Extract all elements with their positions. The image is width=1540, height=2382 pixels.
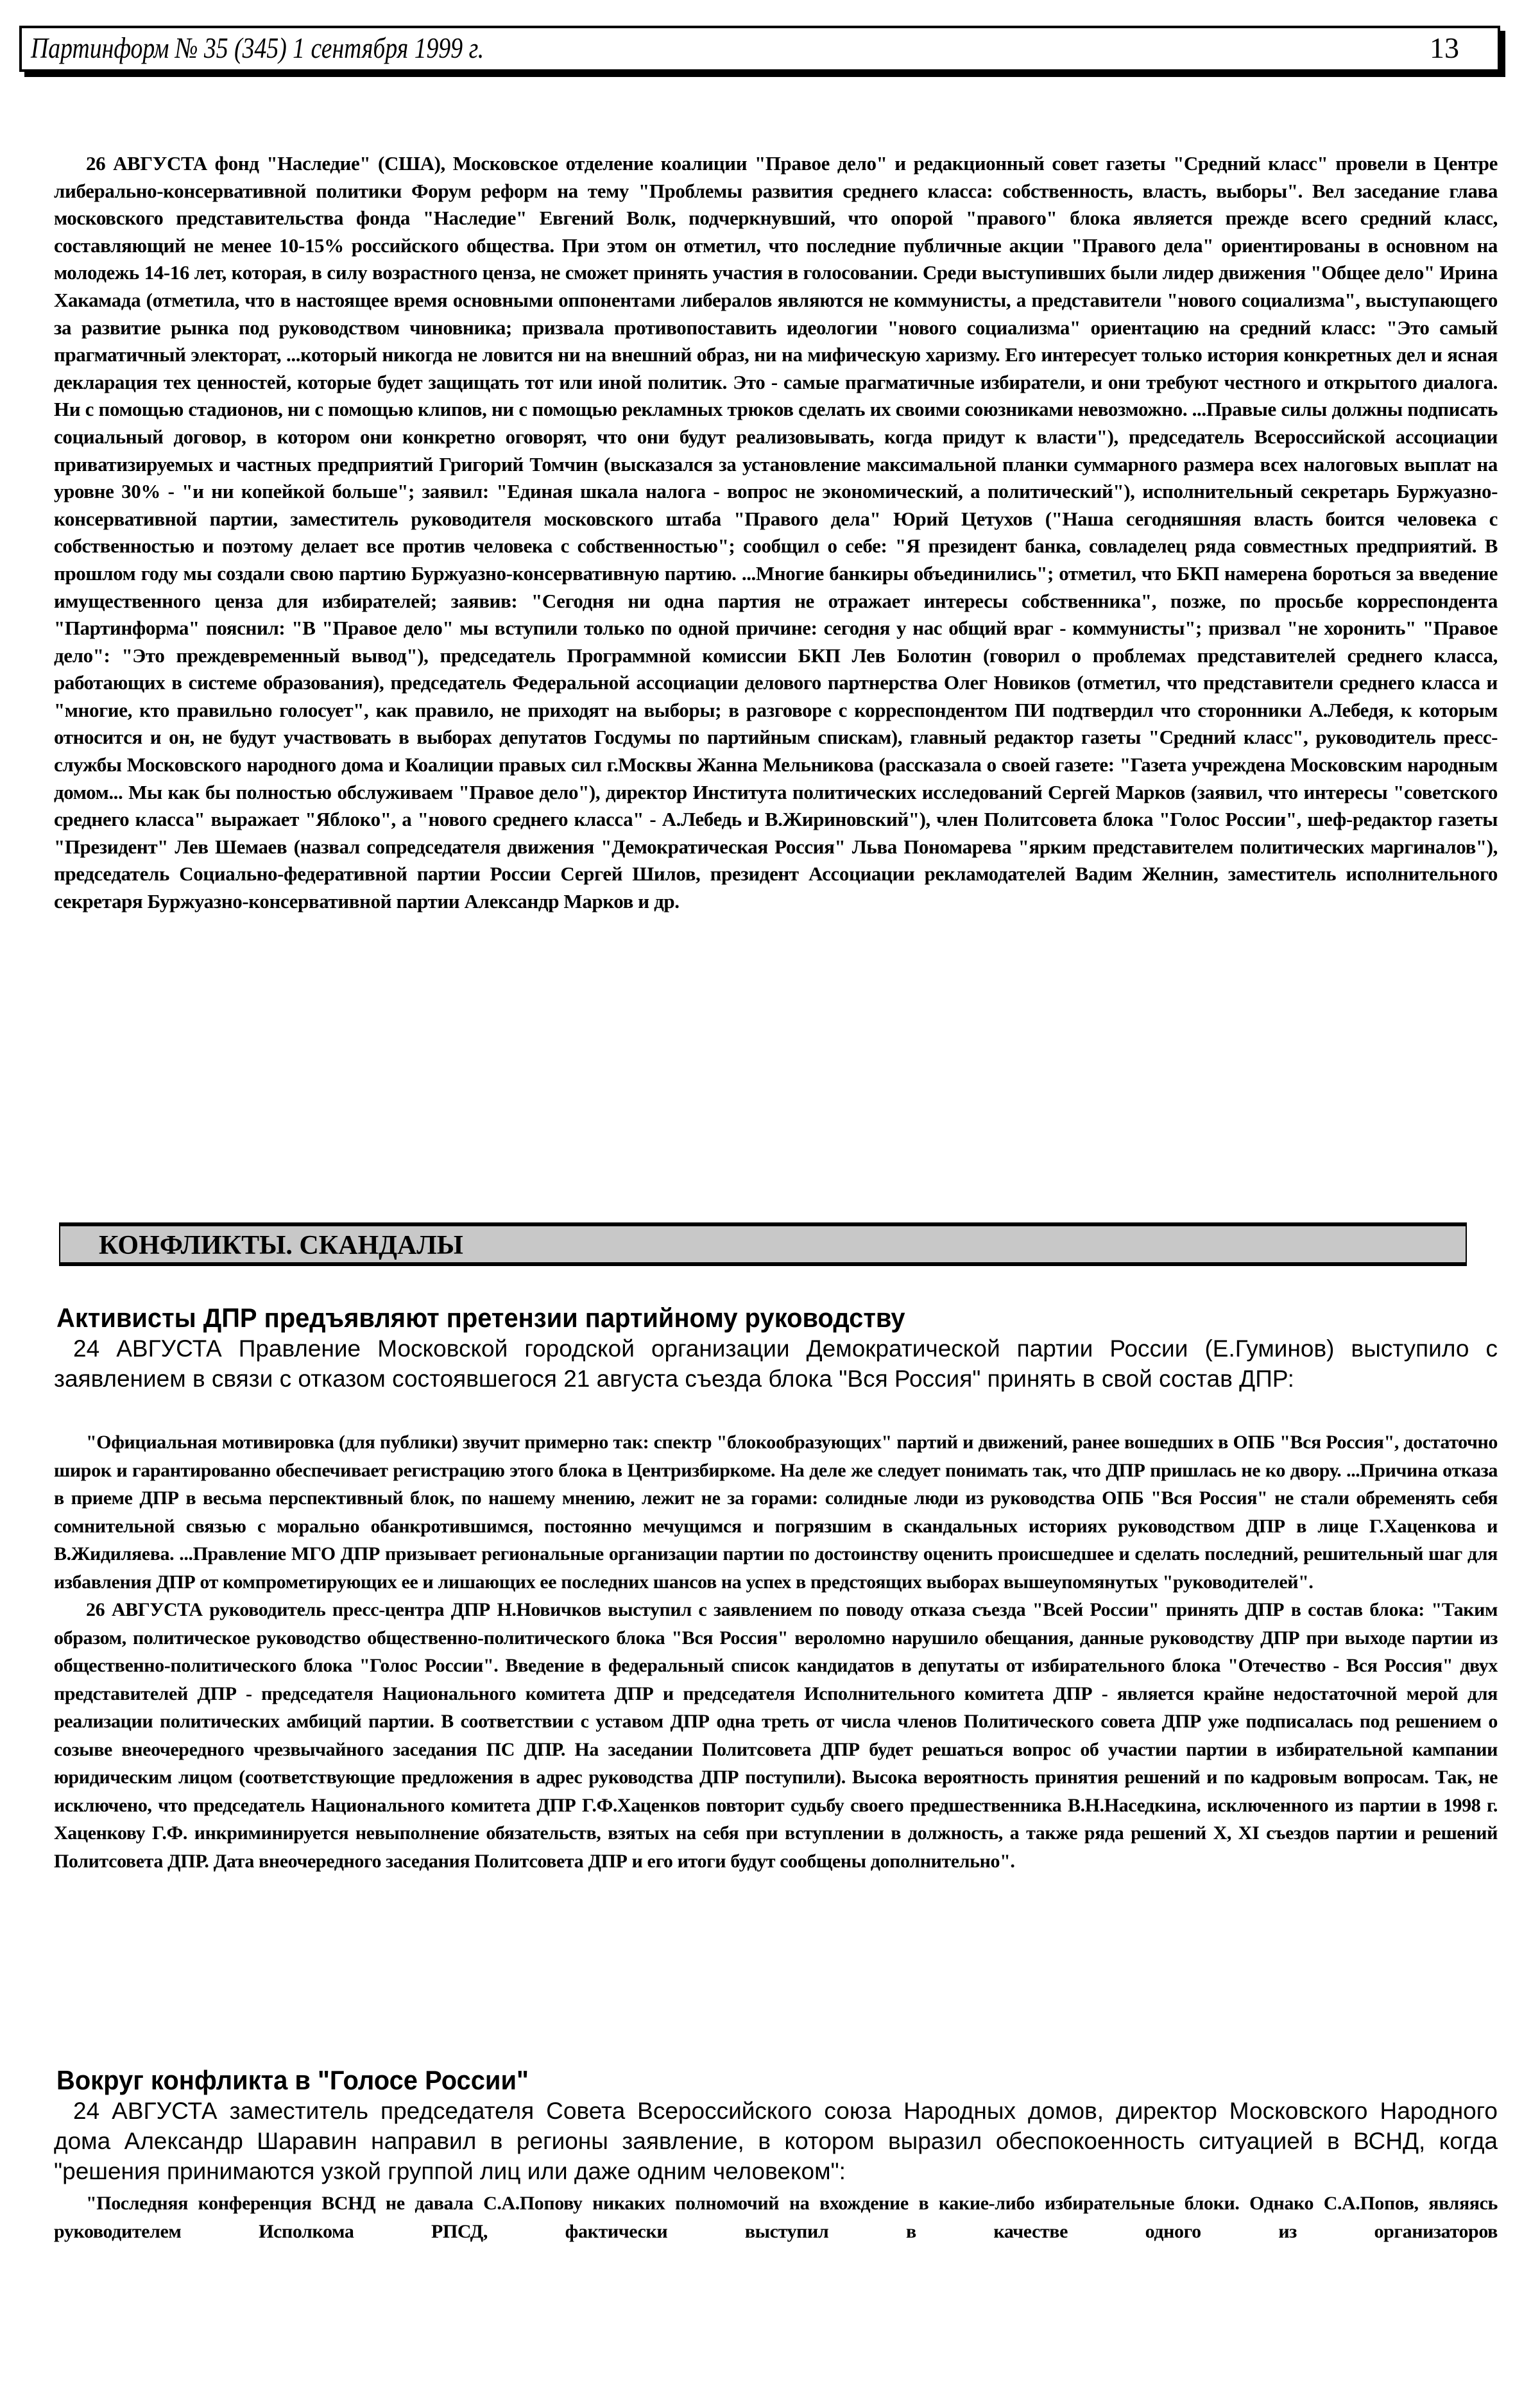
article-headline: Активисты ДПР предъявляют претензии партийному руководству: [56, 1303, 905, 1333]
section-banner: [59, 1222, 1467, 1266]
article-headline: Вокруг конфликта в "Голосе России": [56, 2065, 529, 2095]
article-body: [54, 2189, 1498, 2245]
page-header: [19, 26, 1500, 72]
lead-paragraph: 24 АВГУСТА заместитель председателя Совета Всероссийского союза Народных домов, директор Московского Народного дома Александр Шаравин направил в регионы заявление, в котором выразил обеспокоенность ситуацией в ВСНД, когда "решения принимаются узкой группой лиц или даже одним человеком":: [54, 2098, 1498, 2184]
article-body: [54, 1428, 1498, 1875]
quote-paragraph: "Последняя конференция ВСНД не давала С.А.Попову никаких полномочий на вхождение в какие-либо избирательные блоки. Однако С.А.Попов, являясь руководителем Исполкома РПСД, фактически выступил в качестве одного из организаторов: [54, 2193, 1498, 2242]
article-forum-reform: [54, 150, 1498, 916]
article-lead: [54, 1333, 1498, 1394]
article-paragraph: 26 АВГУСТА фонд "Наследие" (США), Московское отделение коалиции "Правое дело" и редакционный совет газеты "Средний класс" провели в Центре либерально-консервативной политики Форум реформ на тему "Проблемы развития среднего класса: собственность, власть, выборы". Вел заседание глава московского представительства фонда "Наследие" Евгений Волк, подчеркнувший, что опорой "правого" блока является прежде всего средний класс, составляющий не менее 10-15% российского общества. При этом он отметил, что последние публичные акции "Правого дела" ориентированы в основном на молодежь 14-16 лет, которая, в силу возрастного ценза, не сможет принять участия в голосовании. Среди выступивших были лидер движения "Общее дело" Ирина Хакамада (отметила, что в настоящее время основными оппонентами либералов являются не коммунисты, а представители "нового социализма", выступающего за развитие рынка под руководством чиновника; призвала противопоставить идеологии "нового социализма" ориентацию на средний класс: "Это самый прагматичный электорат, ...который никогда не ловится ни на внешний образ, ни на мифическую харизму. Его интересует только история конкретных дел и ясная декларация тех ценностей, которые будет защищать тот или иной политик. Это - самые прагматичные избиратели, и они требуют честного и открытого диалога. Ни с помощью стадионов, ни с помощью клипов, ни с помощью рекламных трюков сделать их своими союзниками невозможно. ...Правые силы должны подписать социальный договор, в котором они конкретно оговорят, что они будут реализовывать, когда придут к власти"), председатель Всероссийской ассоциации приватизируемых и частных предприятий Григорий Томчин (высказался за установление максимальной планки суммарного размера всех налоговых выплат на уровне 30% - "и ни копейкой больше"; заявил: "Единая шкала налога - вопрос не экономический, а политический"), исполнительный секретарь Буржуазно-консервативной партии, заместитель руководителя московского штаба "Правого дела" Юрий Цетухов ("Наша сегодняшняя власть боится человека с собственностью и поэтому делает все против человека с собственностью"; сообщил о себе: "Я президент банка, совладелец ряда совместных предприятий. В прошлом году мы создали свою партию Буржуазно-консервативную партию. ...Многие банкиры объединились"; отметил, что БКП намерена бороться за введение имущественного ценза для избирателей; заявив: "Сегодня ни одна партия не отражает интересы собственника", позже, по просьбе корреспондента "Партинформа" пояснил: "В "Правое дело" мы вступили только по одной причине: сегодня у нас общий враг - коммунисты"; призвал "не хоронить" "Правое дело": "Это преждевременный вывод"), председатель Программной комиссии БКП Лев Болотин (говорил о проблемах представителей среднего класса, работающих в системе образования), председатель Федеральной ассоциации делового партнерства Олег Новиков (отметил, что представители среднего класса и "многие, кто правильно голосует", как правило, не приходят на выборы; в разговоре с корреспондентом ПИ подтвердил что сторонники А.Лебедя, к которым относится и он, не будут участвовать в выборах депутатов Госдумы по партийным спискам), главный редактор газеты "Средний класс", руководитель пресс-службы Московского народного дома и Коалиции правых сил г.Москвы Жанна Мельникова (рассказала о своей газете: "Газета учреждена Московским народным домом... Мы как бы полностью обслуживаем "Правое дело"), директор Института политических исследований Сергей Марков (заявил, что интересы "советского среднего класса" выражает "Яблоко", а "нового среднего класса" - А.Лебедь и В.Жириновский"), член Политсовета блока "Голос России", шеф-редактор газеты "Президент" Лев Шемаев (назвал сопредседателя движения "Демократическая Россия" Льва Пономарева "ярким представителем политических маргиналов"), председатель Социально-федеративной партии России Сергей Шилов, президент Ассоциации рекламодателей Вадим Желнин, заместитель исполнительного секретаря Буржуазно-консервативной партии Александр Марков и др.: [54, 152, 1498, 913]
article-lead: [54, 2096, 1498, 2186]
publication-title: Партинформ № 35 (345) 1 сентября 1999 г.: [31, 31, 484, 64]
lead-paragraph: 24 АВГУСТА Правление Московской городской организации Демократической партии России (Е.Гуминов) выступило с заявлением в связи с отказом состоявшегося 21 августа съезда блока "Вся Россия" принять в свой состав ДПР:: [54, 1335, 1498, 1392]
followup-paragraph: 26 АВГУСТА руководитель пресс-центра ДПР Н.Новичков выступил с заявлением по поводу отказа съезда "Всей России" принять ДПР в состав блока: "Таким образом, политическое руководство общественно-политического блока "Вся Россия" вероломно нарушило обещания, данные руководству ДПР при выходе партии из общественно-политического блока "Голос России". Введение в федеральный список кандидатов в депутаты от избирательного блока "Отечество - Вся Россия" двух представителей ДПР - председателя Национального комитета ДПР и председателя Исполнительного комитета ДПР - является крайне недостаточной мерой для реализации политических амбиций партии. В соответствии с уставом ДПР одна треть от числа членов Политического совета ДПР уже подписалась под решением о созыве внеочередного чрезвычайного заседания ПС ДПР. На заседании Политсовета ДПР будет решаться вопрос об участии партии в избирательной кампании юридическим лицом (соответствующие предложения в адрес руководства ДПР поступили). Высока вероятность принятия решений и по кадровым вопросам. Так, не исключено, что председатель Национального комитета ДПР Г.Ф.Хаценков повторит судьбу своего предшественника В.Н.Наседкина, исключенного из партии в 1998 г. Хаценкову Г.Ф. инкриминируется невыполнение обязательств, взятых на себя при вступлении в должность, а также ряда решений X, XI съездов партии и решений Политсовета ДПР. Дата внеочередного заседания Политсовета ДПР и его итоги будут сообщены дополнительно".: [54, 1599, 1498, 1872]
page-number: 13: [1430, 31, 1459, 64]
section-title: КОНФЛИКТЫ. СКАНДАЛЫ: [99, 1231, 463, 1260]
quote-paragraph: "Официальная мотивировка (для публики) звучит примерно так: спектр "блокообразующих" партий и движений, ранее вошедших в ОПБ "Вся Россия", достаточно широк и гарантированно обеспечивает регистрацию этого блока в Центризбиркоме. На деле же следует понимать так, что ДПР пришлась не ко двору. ...Причина отказа в приеме ДПР в весьма перспективный блок, по нашему мнению, лежит не за горами: солидные люди из руководства ОПБ "Вся Россия" не стали обременять себя сомнительной связью с морально обанкротившимся, постоянно мечущимся и погрязшим в скандальных историях руководством ДПР в лице Г.Хаценкова и В.Жидиляева. ...Правление МГО ДПР призывает региональные организации партии по достоинству оценить происшедшее и сделать последний, решительный шаг для избавления ДПР от компрометирующих ее и лишающих ее последних шансов на успех в предстоящих выборах вышеупомянутых "руководителей".: [54, 1432, 1498, 1593]
